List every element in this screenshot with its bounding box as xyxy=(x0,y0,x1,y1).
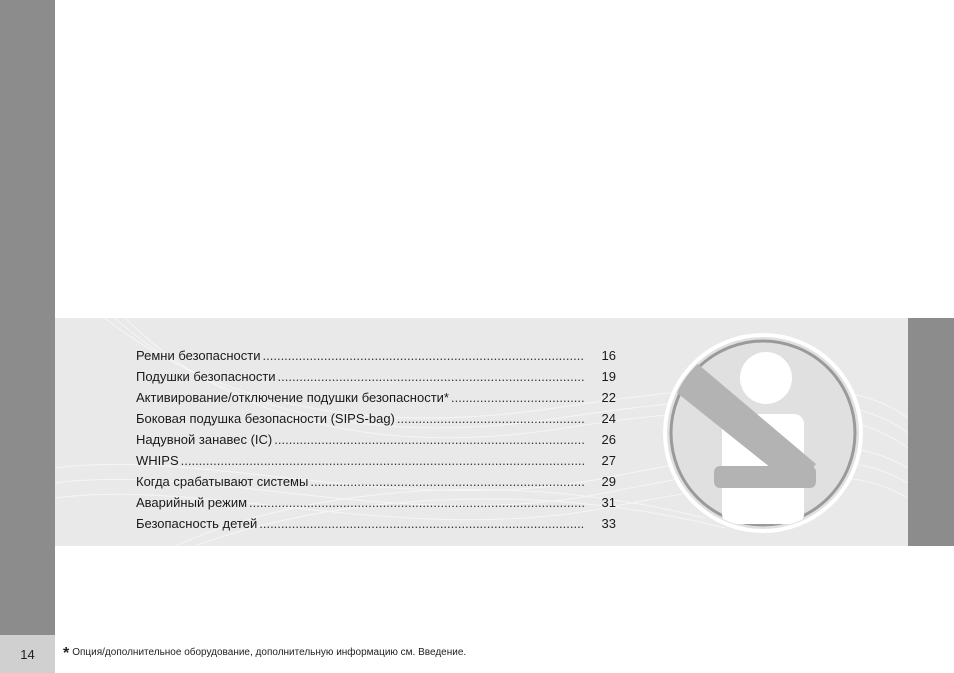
toc-item[interactable] xyxy=(136,432,616,453)
toc-item-page: 31 xyxy=(601,495,616,510)
toc-item-page: 29 xyxy=(601,474,616,489)
toc-item-title: Когда срабатывают системы xyxy=(136,474,309,489)
toc-item-title: Активирование/отключение подушки безопасности* xyxy=(136,390,449,405)
toc-leader-dots xyxy=(278,369,584,384)
toc-leader-dots xyxy=(249,495,584,510)
toc-item-title: Надувной занавес (IC) xyxy=(136,432,273,447)
toc-item-page: 27 xyxy=(601,453,616,468)
toc-item[interactable] xyxy=(136,411,616,432)
toc-item-title: Ремни безопасности xyxy=(136,348,261,363)
toc-leader-dots xyxy=(263,348,584,363)
right-tab xyxy=(908,318,954,546)
lap-belt-icon xyxy=(714,466,816,488)
toc-item-page: 16 xyxy=(601,348,616,363)
toc-item-title: Подушки безопасности xyxy=(136,369,276,384)
footnote xyxy=(63,645,466,663)
toc-item-page: 26 xyxy=(601,432,616,447)
toc-item[interactable] xyxy=(136,474,616,495)
page-number: 14 xyxy=(0,635,55,673)
person-head-icon xyxy=(740,352,792,404)
footnote-marker: * xyxy=(63,645,70,662)
toc-leader-dots xyxy=(274,432,584,447)
toc-leader-dots xyxy=(451,390,584,405)
toc-item[interactable] xyxy=(136,369,616,390)
toc-item[interactable] xyxy=(136,516,616,537)
toc-item[interactable] xyxy=(136,390,616,411)
toc-item-page: 22 xyxy=(601,390,616,405)
toc-item-title: Аварийный режим xyxy=(136,495,248,510)
left-side-bar xyxy=(0,0,55,635)
toc-item[interactable] xyxy=(136,348,616,369)
toc-item-title: WHIPS xyxy=(136,453,179,468)
footnote-text: Опция/дополнительное оборудование, дополнительную информацию см. Введение. xyxy=(72,647,467,658)
toc-item-title: Безопасность детей xyxy=(136,516,258,531)
toc-item[interactable] xyxy=(136,495,616,516)
toc-item-title: Боковая подушка безопасности (SIPS-bag) xyxy=(136,411,395,426)
toc-leader-dots xyxy=(310,474,584,489)
toc-leader-dots xyxy=(181,453,584,468)
toc-item-page: 33 xyxy=(601,516,616,531)
toc-item-page: 24 xyxy=(601,411,616,426)
table-of-contents xyxy=(136,348,616,537)
toc-leader-dots xyxy=(397,411,584,426)
seatbelt-icon xyxy=(656,326,870,540)
toc-leader-dots xyxy=(259,516,584,531)
toc-item[interactable] xyxy=(136,453,616,474)
toc-item-page: 19 xyxy=(601,369,616,384)
